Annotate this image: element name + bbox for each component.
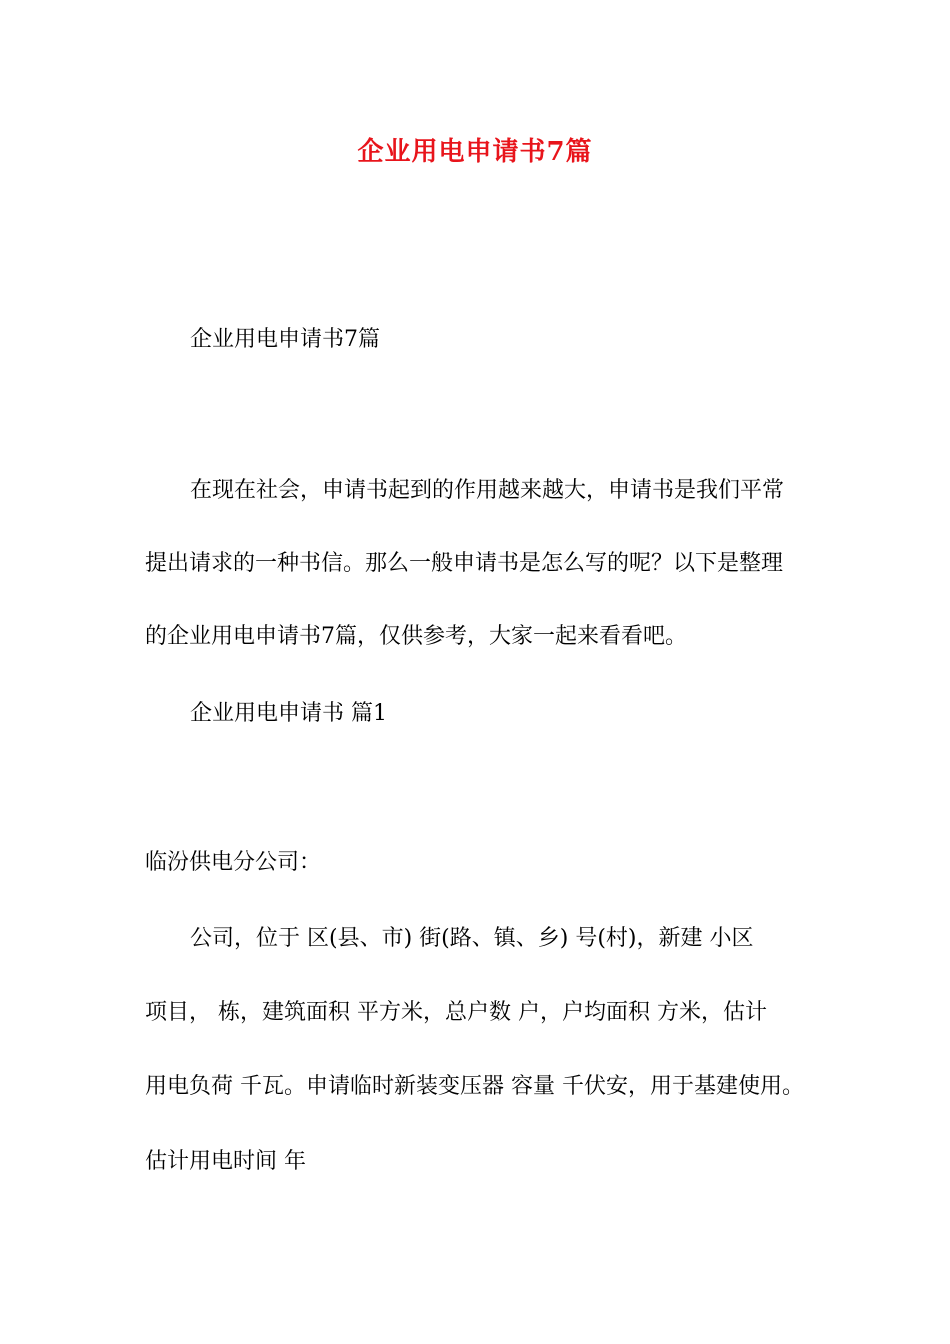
intro-line-3: 的企业用电申请书7篇，仅供参考，大家一起来看看吧。 xyxy=(145,624,687,649)
intro-line-1: 在现在社会，申请书起到的作用越来越大，申请书是我们平常 xyxy=(190,478,785,503)
body-line-1: 公司，位于 区(县、市) 街(路、镇、乡) 号(村)，新建 小区 xyxy=(190,926,754,951)
addressee: 临汾供电分公司： xyxy=(145,850,322,875)
document-subtitle: 企业用电申请书7篇 xyxy=(190,327,380,352)
body-line-4: 估计用电时间 年 xyxy=(145,1149,306,1174)
intro-line-2: 提出请求的一种书信。那么一般申请书是怎么写的呢？以下是整理 xyxy=(145,551,784,576)
section-heading: 企业用电申请书 篇1 xyxy=(190,701,387,726)
document-title: 企业用电申请书7篇 xyxy=(357,137,593,167)
body-line-3: 用电负荷 千瓦。申请临时新装变压器 容量 千伏安，用于基建使用。 xyxy=(145,1074,804,1099)
body-line-2: 项目， 栋，建筑面积 平方米，总户数 户，户均面积 方米，估计 xyxy=(145,1000,767,1025)
